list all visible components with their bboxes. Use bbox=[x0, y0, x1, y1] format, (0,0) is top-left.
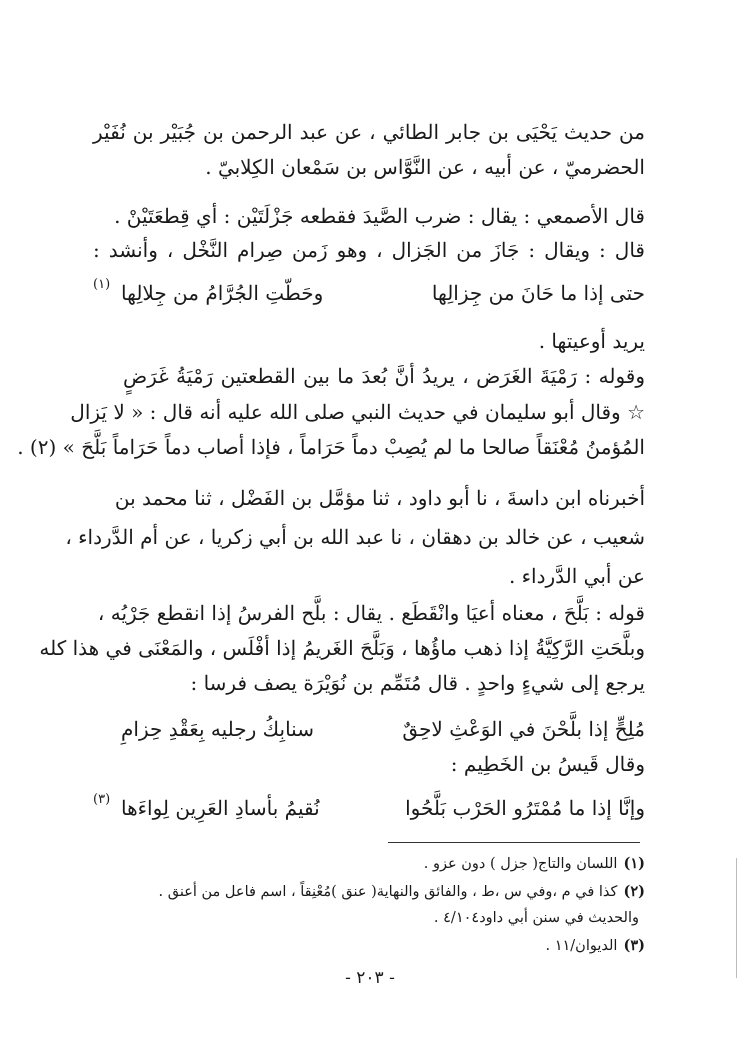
footnote-text: والحديث في سنن أبي داود٤/١٠٤ . bbox=[433, 910, 639, 926]
page-number: - ٢٠٣ - bbox=[345, 968, 395, 988]
footnote bbox=[93, 880, 645, 904]
text-line: من حديث يَحْيَى بن جابر الطائي ، عن عبد الرحمن بن جُبَيْر بن نُفَيْر bbox=[93, 120, 645, 144]
text-line: وقال قَيسُ بن الخَطِيم : bbox=[450, 752, 645, 776]
text-line: المُؤمنُ مُعْنَقاً صالحا ما لم يُصِبْ دماً حَرَاماً ، فإذا أصاب دماً حَرَاماً بَلَّحَ » (٢) . bbox=[17, 435, 645, 459]
text-line: ☆ وقال أبو سليمان في حديث النبي صلى الله عليه أنه قال : « لا يَزال bbox=[70, 400, 645, 424]
footnote bbox=[93, 906, 645, 930]
text-line: قال : ويقال : جَازَ من الجَزال ، وهو زَمن صِرام النَّخْل ، وأنشد : bbox=[93, 238, 645, 262]
text-line: يريد أوعيتها . bbox=[538, 329, 645, 353]
footnote-text: الديوان/١١ . bbox=[545, 938, 618, 954]
text-line: وبلَّحَتِ الرَّكِيَّةُ إذا ذهب ماؤُها ، وَبَلَّحَ الغَريمُ إذا أفْلَس ، والمَعْنَى في هذا كله bbox=[39, 636, 645, 660]
footnote bbox=[93, 934, 645, 958]
verse-hemistich-left: نُقيمُ بأسادِ العَرِين لِواءَها bbox=[121, 796, 320, 820]
footnote-marker: (١) bbox=[93, 277, 111, 292]
footnote-marker: (٣) bbox=[93, 792, 111, 807]
verse-line bbox=[93, 791, 645, 825]
footnote-number: (٣) bbox=[623, 937, 645, 954]
text-line: قال الأصمعي : يقال : ضرب الصَّيدَ فقطعه جَزْلَتَيْن : أي قِطعَتَيْنْ . bbox=[114, 204, 645, 228]
verse-hemistich-left: سنابِكُ رجليه بِعَقْدِ حِزامِ bbox=[121, 717, 314, 741]
verse-line bbox=[93, 276, 645, 310]
footnote-number: (٢) bbox=[623, 883, 645, 900]
text-line: عن أبي الدَّرداء . bbox=[508, 564, 645, 588]
text-line: شعيب ، عن خالد بن دهقان ، نا عبد الله بن أبي زكريا ، عن أم الدَّرداء ، bbox=[65, 525, 645, 549]
footnote-divider bbox=[388, 842, 640, 843]
verse-hemistich-right: وإنَّا إذا ما مُمْتَرُو الحَرْب بَلَّحُوا bbox=[405, 796, 645, 820]
text-line: أخبرناه ابن داسةَ ، نا أبو داود ، ثنا مؤمَّل بن الفَضْل ، ثنا محمد بن bbox=[114, 486, 645, 510]
text-line: يرجع إلى شيءٍ واحدٍ . قال مُتَمِّم بن نُوَيْرَة يصف فرسا : bbox=[190, 671, 645, 695]
verse-hemistich-right: حتى إذا ما حَانَ من جِزالِها bbox=[431, 281, 645, 305]
scan-edge-line bbox=[736, 858, 737, 978]
text-line: وقوله : رَمْيَةَ الغَرَض ، يريدُ أنَّ بُعدَ ما بين القطعتين رَمْيَةُ غَرَضٍ bbox=[123, 364, 645, 388]
verse-hemistich-right: مُلِحٍّ إذا بلَّحْنَ في الوَعْثِ لاحِقٌ bbox=[402, 717, 645, 741]
text-line: الحضرميّ ، عن أبيه ، عن النَّوَّاس بن سَمْعان الكِلابيّ . bbox=[205, 155, 645, 179]
verse-hemistich-left: وحَطّتِ الجُرَّامُ من جِلالِها bbox=[121, 281, 324, 305]
footnote-text: كذا في م ،وفي س ،ط ، والفائق والنهاية( عنق )مُعْنِقاً ، اسم فاعل من أعنق . bbox=[158, 884, 618, 900]
footnote bbox=[93, 852, 645, 876]
footnote-number: (١) bbox=[623, 855, 645, 872]
text-line: قوله : بَلَّحَ ، معناه أعيَا وانْقَطَع . يقال : بلَّح الفرسُ إذا انقطع جَرْيُه ، bbox=[97, 601, 645, 625]
footnote-text: اللسان والتاج( جزل ) دون عزو . bbox=[423, 856, 618, 872]
verse-line bbox=[93, 712, 645, 746]
